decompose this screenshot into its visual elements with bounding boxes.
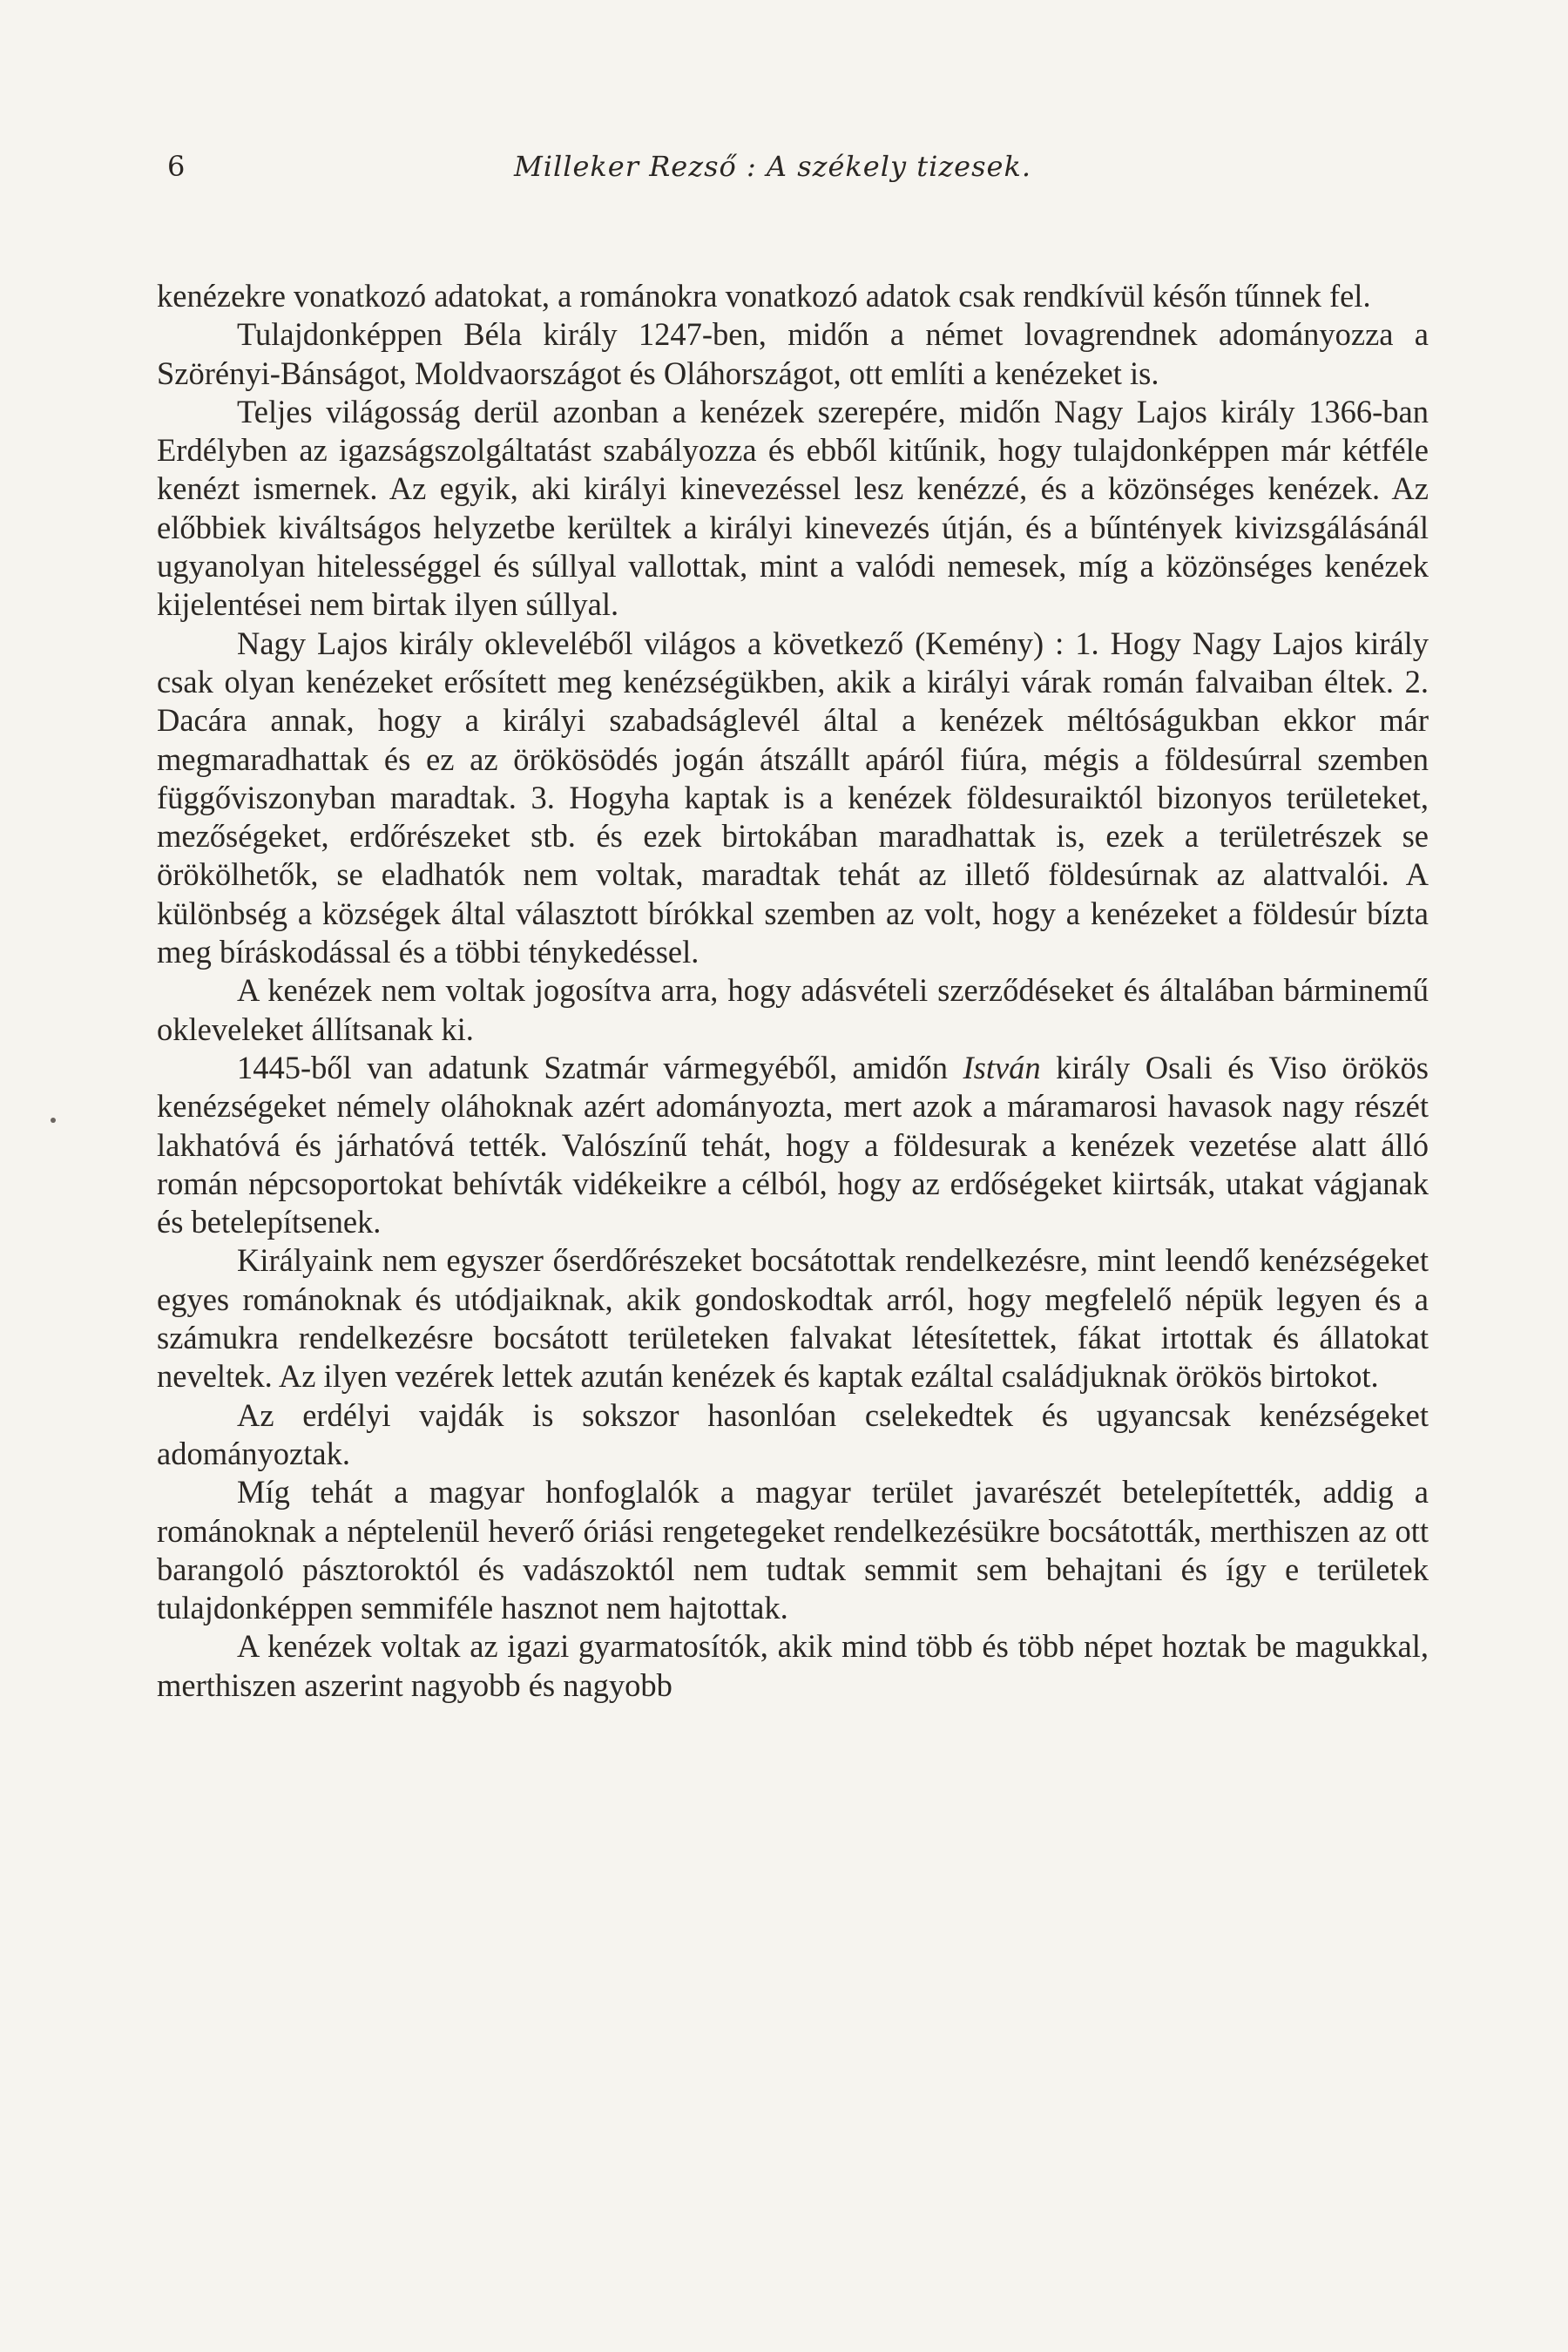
paragraph-6: 1445-ből van adatunk Szatmár vármegyéből, amidőn István király Osali és Viso örökös kenézségeket némely oláhoknak azért adományozta, mert azok a máramarosi havasok nagy részét lakhatóvá és járhatóvá tették. Valószínű tehát, hogy a földesurak a kenézek vezetése alatt álló román népcsoportokat behívták vidékeikre a célból, hogy az erdőségeket kiirtsák, utakat vágjanak és betelepítsenek. xyxy=(157,1049,1429,1240)
running-title: Milleker Rezső : A székely tizesek. xyxy=(514,150,1032,183)
paragraph-10: A kenézek voltak az igazi gyarmatosítók, akik mind több és több népet hoztak be magukkal, merthiszen aszerint nagyobb és nagyobb xyxy=(157,1628,1429,1703)
paragraph-8: Az erdélyi vajdák is sokszor hasonlóan cselekedtek és ugyancsak kenézségeket adományoztak. xyxy=(157,1396,1429,1471)
paragraph-4: Nagy Lajos király okleveléből világos a következő (Kemény) : 1. Hogy Nagy Lajos király csak olyan kenézeket erősített meg kenézségükben, akik a királyi várak román falvaiban éltek. 2. Dacára annak, hogy a királyi szabadságlevél által a kenézek méltóságukban ekkor már megmaradhattak és ez az örökösödés jogán átszállt apáról fiúra, mégis a földesúrral szemben függőviszonyban maradtak. 3. Hogyha kaptak is a kenézek földesuraiktól bizonyos területeket, mezőségeket, erdőrészeket stb. és ezek birtokában maradhattak is, ezek a területrészek se örökölhetők, se eladhatók nem voltak, maradtak tehát az illető földesúrnak az alattvalói. A különbség a községek által választott bírókkal szemben az volt, hogy a kenézeket a földesúr bízta meg bíráskodással és a többi ténykedéssel. xyxy=(157,625,1429,970)
paragraph-5: A kenézek nem voltak jogosítva arra, hogy adásvételi szerződéseket és általában bárminemű okleveleket állítsanak ki. xyxy=(157,972,1429,1047)
italic-name: István xyxy=(963,1049,1041,1085)
paragraph-3: Teljes világosság derül azonban a kenézek szerepére, midőn Nagy Lajos király 1366-ban Erdélyben az igazságszolgáltatást szabályozza és ebből kitűnik, hogy tulajdonképpen már kétféle kenézt ismernek. Az egyik, aki királyi kinevezéssel lesz kenézzé, és a közönséges kenézek. Az előbbiek kiváltságos helyzetbe kerültek a királyi kinevezés útján, és a bűntények kivizsgálásánál ugyanolyan hitelességgel és súllyal vallottak, mint a valódi nemesek, míg a közönséges kenézek kijelentései nem birtak ilyen súllyal. xyxy=(157,393,1429,623)
body-text xyxy=(157,277,1429,1705)
paragraph-7: Királyaink nem egyszer őserdőrészeket bocsátottak rendelkezésre, mint leendő kenézségeket egyes románoknak és utódjaiknak, akik gondoskodtak arról, hogy megfelelő népük legyen és a számukra rendelkezésre bocsátott területeken falvakat létesítettek, fákat irtottak és állatokat neveltek. Az ilyen vezérek lettek azután kenézek és kaptak ezáltal családjuknak örökös birtokot. xyxy=(157,1242,1429,1395)
page-number: 6 xyxy=(167,150,186,183)
paragraph-2: Tulajdonképpen Béla király 1247-ben, midőn a német lovagrendnek adományozza a Szörényi-Bánságot, Moldvaországot és Oláhországot, ott említi a kenézeket is. xyxy=(157,316,1429,391)
running-header xyxy=(157,150,1429,193)
margin-mark xyxy=(51,1118,56,1123)
paragraph-9: Míg tehát a magyar honfoglalók a magyar terület javarészét betelepítették, addig a románoknak a néptelenül heverő óriási rengetegeket rendelkezésükre bocsátották, merthiszen az ott barangoló pásztoroktól és vadászoktól nem tudtak semmit sem behajtani és így e területek tulajdonképpen semmiféle hasznot nem hajtottak. xyxy=(157,1474,1429,1626)
paragraph-1: kenézekre vonatkozó adatokat, a románokra vonatkozó adatok csak rendkívül későn tűnnek fel. xyxy=(157,278,1371,314)
